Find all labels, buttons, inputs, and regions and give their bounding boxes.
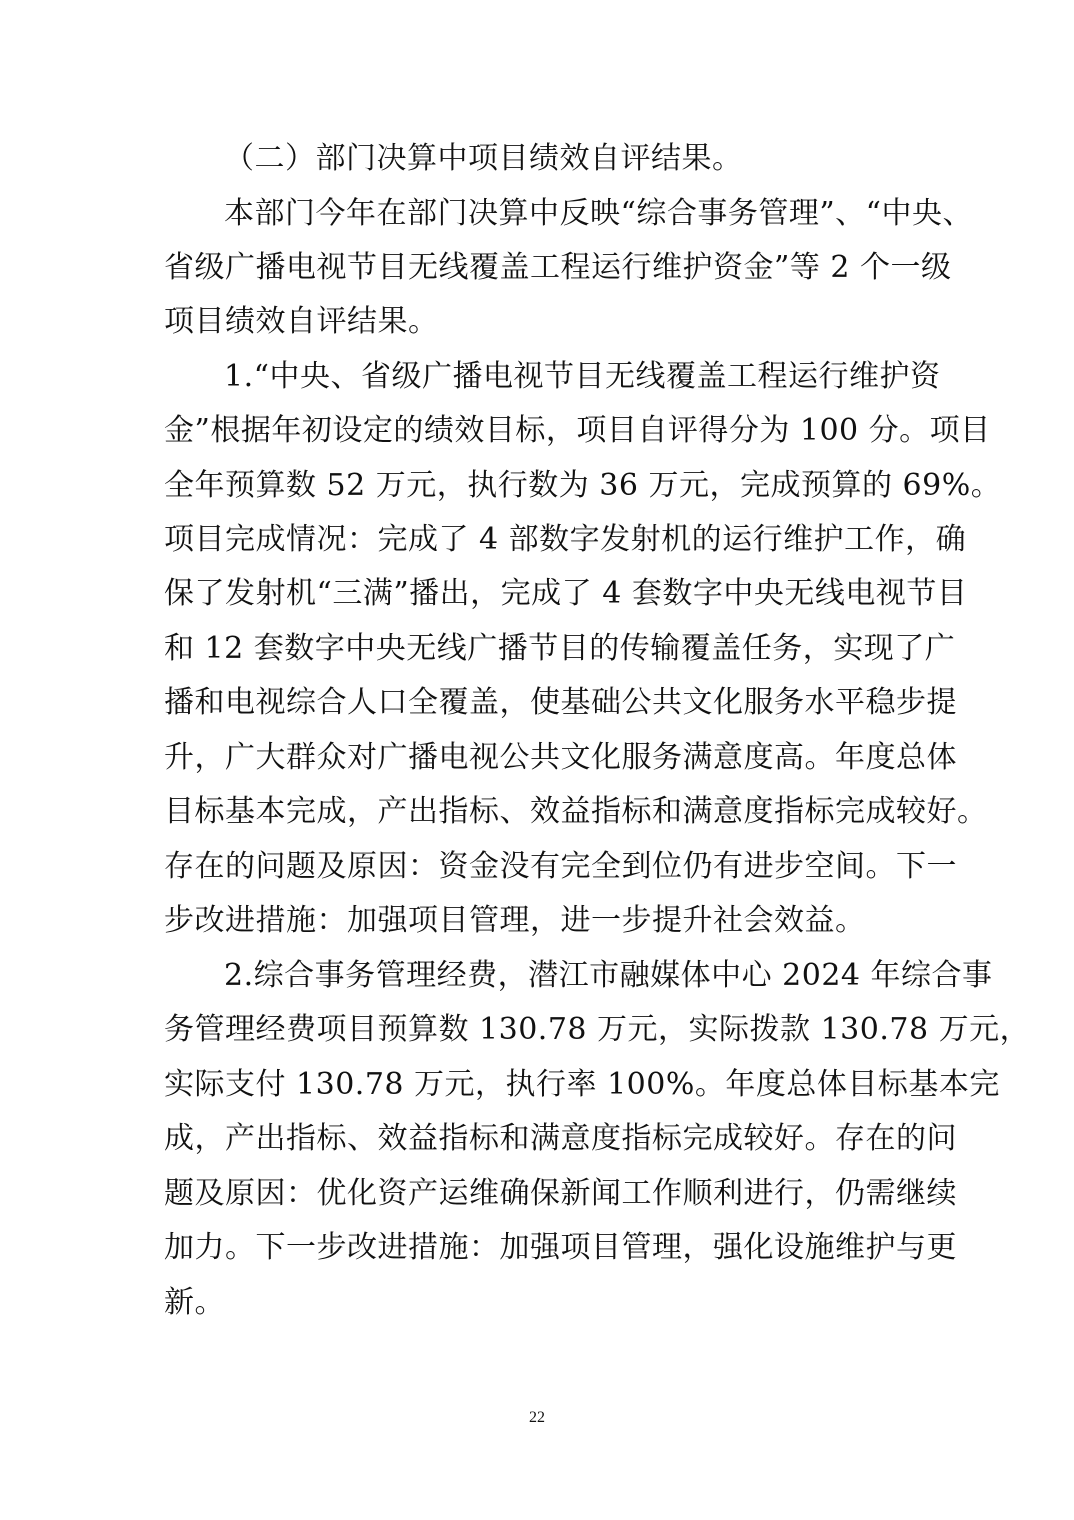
paragraph-line: 播和电视综合人口全覆盖，使基础公共文化服务水平稳步提 [164,685,957,720]
paragraph-line: 目标基本完成，产出指标、效益指标和满意度指标完成较好。 [164,794,988,829]
paragraph-line: 和 12 套数字中央无线广播节目的传输覆盖任务，实现了广 [164,631,956,666]
paragraph-line: 项目完成情况：完成了 4 部数字发射机的运行维护工作，确 [164,522,967,557]
paragraph-line: 题及原因：优化资产运维确保新闻工作顺利进行，仍需继续 [164,1176,957,1211]
paragraph-line: 本部门今年在部门决算中反映“综合事务管理”、“中央、 [224,196,974,231]
paragraph-line: 省级广播电视节目无线覆盖工程运行维护资金”等 2 个一级 [164,250,952,285]
paragraph-line: 全年预算数 52 万元，执行数为 36 万元，完成预算的 69%。 [164,468,1002,503]
paragraph-line: 1.“中央、省级广播电视节目无线覆盖工程运行维护资 [224,359,941,394]
paragraph-line: 保了发射机“三满”播出，完成了 4 套数字中央无线电视节目 [164,576,968,611]
paragraph-line: 项目绩效自评结果。 [164,304,439,339]
paragraph-line: 务管理经费项目预算数 130.78 万元，实际拨款 130.78 万元， [164,1012,1031,1047]
section-heading: （二）部门决算中项目绩效自评结果。 [224,141,743,176]
paragraph-line: 新。 [164,1285,225,1320]
paragraph-line: 金”根据年初设定的绩效目标，项目自评得分为 100 分。项目 [164,413,991,448]
paragraph-line: 升，广大群众对广播电视公共文化服务满意度高。年度总体 [164,740,957,775]
paragraph-line: 存在的问题及原因：资金没有完全到位仍有进步空间。下一 [164,849,957,884]
page-number: 22 [529,1409,545,1426]
paragraph-line: 2.综合事务管理经费，潜江市融媒体中心 2024 年综合事 [224,958,993,993]
paragraph-line: 加力。下一步改进措施：加强项目管理，强化设施维护与更 [164,1230,957,1265]
paragraph-line: 步改进措施：加强项目管理，进一步提升社会效益。 [164,903,866,938]
paragraph-line: 成，产出指标、效益指标和满意度指标完成较好。存在的问 [164,1121,957,1156]
paragraph-line: 实际支付 130.78 万元，执行率 100%。年度总体目标基本完 [164,1067,1000,1102]
